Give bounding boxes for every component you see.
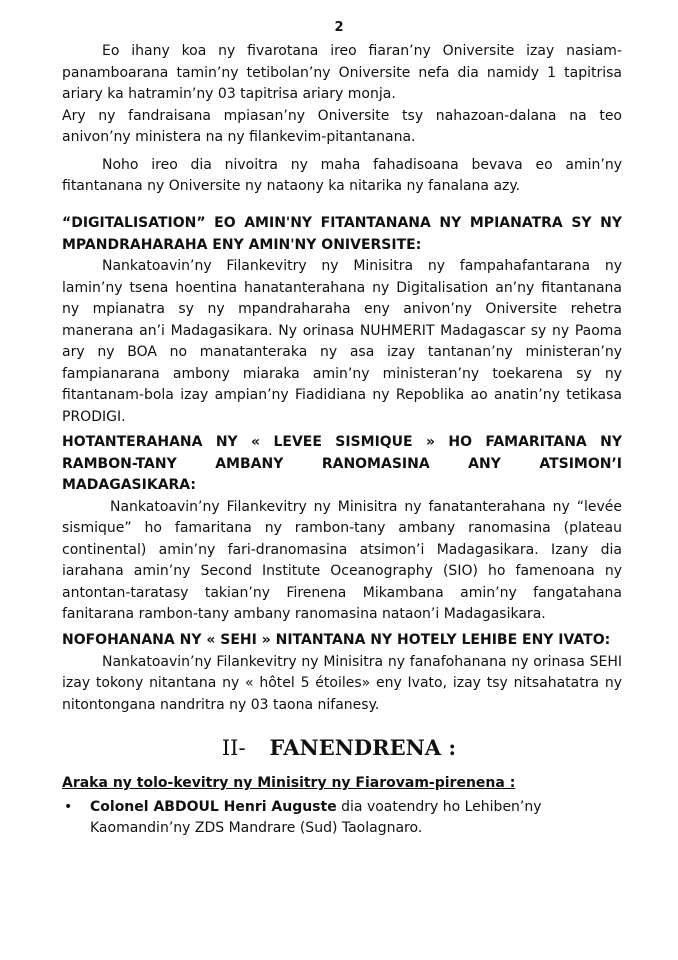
levee-heading-line-3: MADAGASIKARA: [62,477,196,493]
intro-section [62,41,622,198]
appointments-subheading: Araka ny tolo-kevitry ny Minisitry ny Fiarovam-pirenena : [62,775,516,791]
section-2-title [0,735,678,760]
digitalisation-body: Nankatoavin’ny Filankevitry ny Minisitra ny fampahafantarana ny lamin’ny tsena hoentina hanatanterahana ny Digitalisation an’ny fitantanana ny mpianatra sy ny mpandraharaha eny anivon’ny Oniversite rehetra manerana an’i Madagasikara. Ny orinasa NUHMERIT Madagascar sy ny Paoma ary ny BOA no manatanteraka ny asa izay tantanan’ny ministeran’ny fampianarana ambony miaraka amin’ny ministeran’ny toekarena sy ny fitantanam-bola izay ampian’ny Fiadidiana ny Repoblika ao anatin’ny tetikasa PRODIGI. [62,258,622,425]
sehi-body: Nankatoavin’ny Filankevitry ny Minisitra ny fanafohanana ny orinasa SEHI izay tokony nitantana ny « hôtel 5 étoiles» eny Ivato, izay tsy nitsahatatra ny nitontongana nandritra ny 03 taona nifanesy. [62,653,622,713]
appointee-name: Colonel ABDOUL Henri Auguste [90,798,337,815]
levee-heading-line-2: RAMBON-TANY AMBANY RANOMASINA ANY ATSIMON’I [62,455,622,472]
intro-paragraph-1: Eo ihany koa ny fivarotana ireo fiaran’ny Oniversite izay nasiam-panamboarana tamin’ny tetibolan’ny Oniversite nefa dia namidy 1 tapitrisa ariary ka hatramin’ny 03 tapitrisa ariary monja. [62,43,622,102]
section-2-number: II- [221,736,246,760]
digitalisation-section [62,213,622,428]
page-number: 2 [334,20,344,35]
sehi-section [62,630,622,716]
list-item [62,797,622,840]
sehi-heading: NOFOHANANA NY « SEHI » NITANTANA NY HOTELY LEHIBE ENY IVATO: [62,632,611,648]
levee-body: Nankatoavin’ny Filankevitry ny Minisitra ny fanatanterahana ny “levée sismique” ho famaritana ny rambon-tany ambany ranomasina (plateau continental) amin’ny fari-dranomasina atsimon’i Madagasikara. Izany dia iarahana amin’ny Second Institute Oceanography (SIO) ho famenoana ny antontan-taratasy takian’ny Firenena Mikambana amin’ny fangatahana fanitarana rambon-tany ambany ranomasina nataon’i Madagasikara. [62,498,622,622]
intro-paragraph-3: Noho ireo dia nivoitra ny maha fahadisoana bevava eo amin’ny fitantanana ny Oniversite ny nataony ka nitarika ny fanalana azy. [62,156,622,194]
appointments-section [62,773,622,840]
levee-section [62,432,622,626]
section-2-title-text: FANENDRENA : [269,735,457,760]
bullet-marker: • [64,798,73,815]
levee-heading-line-1: HOTANTERAHANA NY « LEVEE SISMIQUE » HO FAMARITANA NY [62,434,622,450]
intro-paragraph-2: Ary ny fandraisana mpiasan’ny Oniversite tsy nahazoan-dalana na teo anivon’ny ministera na ny filankevim-pitantanana. [62,107,622,145]
appointment-text [90,797,622,840]
appointment-description: dia voatendry ho Lehiben’ny Kaomandin’ny ZDS Mandrare (Sud) Taolagnaro. [90,798,542,836]
digitalisation-heading: “DIGITALISATION” EO AMIN'NY FITANTANANA NY MPIANATRA SY NY MPANDRAHARAHA ENY AMIN'NY ONIVERSITE: [62,215,622,253]
